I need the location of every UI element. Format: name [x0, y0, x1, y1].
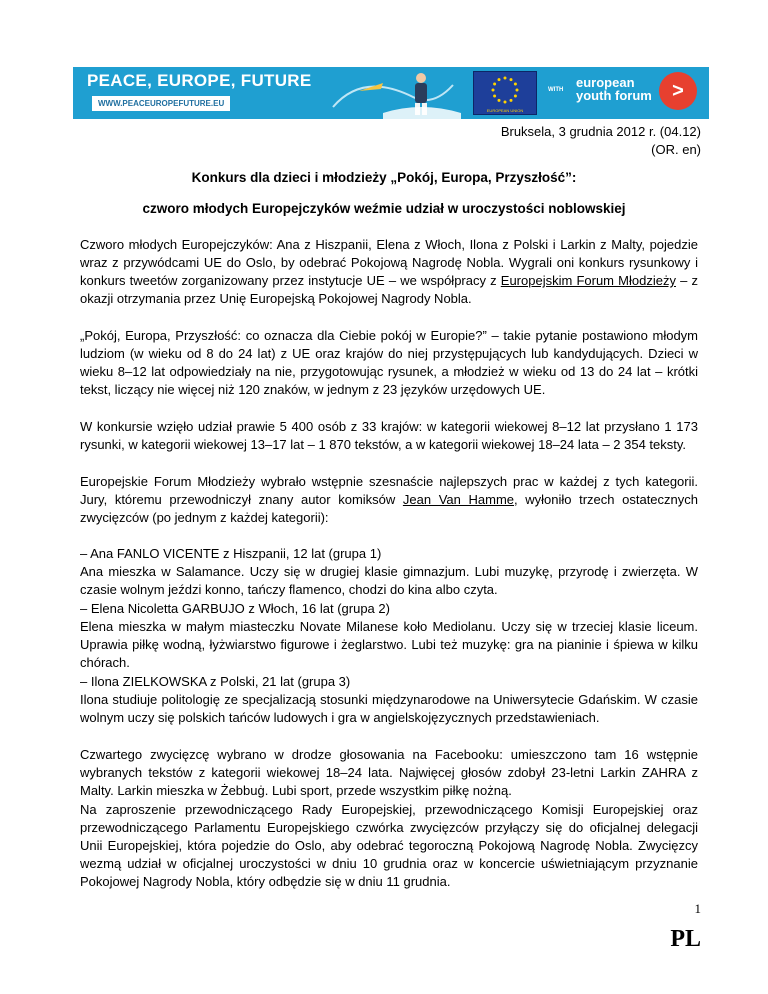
eu-stars-icon — [474, 72, 536, 106]
document-title: Konkurs dla dzieci i młodzieży „Pokój, Europa, Przyszłość”: — [191, 170, 577, 185]
paragraph-invitation: Na zaproszenie przewodniczącego Rady Europejskiej, przewodniczącego Komisji Europejskiej oraz przewodniczącego Parlamentu Europejskiego czwórka zwycięzców przyłączy się do oficjalnej delegacji Unii Europejskiej, która pojedzie do Oslo, aby odebrać tegoroczną Pokojową Nagrodę Nobla. Zwycięzcy wezmą udział w oficjalnej uroczystości w dniu 10 grudnia oraz w koncercie uświetniającym przyznanie Pokojowej Nagrody Nobla, który odbędzie się w dniu 11 grudnia. — [80, 802, 698, 889]
original-language-line: (OR. en) — [651, 142, 701, 157]
banner-title: PEACE, EUROPE, FUTURE — [87, 71, 312, 90]
eu-flag-logo — [473, 71, 537, 115]
page-number: 1 — [694, 901, 701, 916]
youth-forum-logo-icon: > — [659, 72, 697, 110]
winner-ana — [80, 545, 698, 599]
youth-illustration — [323, 67, 463, 119]
eu-flag-label: EUROPEAN UNION — [486, 108, 524, 113]
winner-ilona-heading: – Ilona ZIELKOWSKA z Polski, 21 lat (grupa 3) — [80, 674, 351, 689]
paragraph-participation: W konkursie wzięło udział prawie 5 400 osób z 33 krajów: w kategorii wiekowej 8–12 lat przysłano 1 173 rysunki, w kategorii wiekowej 13–17 lat – 1 870 tekstów, a w kategorii wiekowej 18–24 lata – 2 354 teksty. — [80, 419, 698, 452]
paragraph-selection: Europejskie Forum Młodzieży wybrało wstępnie szesnaście najlepszych prac w każdej z tych kategorii. Jury, któremu przewodniczył znany autor komiksów Jean Van Hamme, wyłoniło trzech ostatecznych zwycięzców (po jednym z każdej kategorii): — [80, 474, 698, 525]
dateline — [501, 123, 701, 159]
document-subtitle: czworo młodych Europejczyków weźmie udział w uroczystości noblowskiej — [142, 201, 626, 216]
winner-ana-heading: – Ana FANLO VICENTE z Hiszpanii, 12 lat (grupa 1) — [80, 546, 382, 561]
language-code: PL — [670, 926, 701, 952]
winner-elena-description: Elena mieszka w małym miasteczku Novate Milanese koło Mediolanu. Uczy się w trzeciej klasie liceum. Uprawia piłkę wodną, łyżwiarstwo figurowe i żeglarstwo. Lubi też muzykę: gra na pianinie i śpiewa w kilku chórach. — [80, 619, 698, 670]
link-jean-van-hamme[interactable]: Jean Van Hamme — [402, 492, 515, 507]
winner-ilona-description: Ilona studiuje politologię ze specjalizacją stosunki międzynarodowe na Uniwersytecie Gdańskim. W czasie wolnym uczy się polskich tańców ludowych i gra w angielskojęzycznych przedstawieniach. — [80, 692, 698, 725]
link-european-youth-forum[interactable]: Europejskim Forum Młodzieży — [500, 273, 676, 288]
paragraph-facebook-vote: Czwartego zwycięzcę wybrano w drodze głosowania na Facebooku: umieszczono tam 16 wstępnie wybranych tekstów z kategorii wiekowej 18–24 lata. Najwięcej głosów zdobył 23-letni Larkin ZAHRA z Malty. Larkin mieszka w Żebbuġ. Lubi sport, przede wszystkim piłkę nożną. — [80, 747, 698, 798]
youth-forum-line1: european — [576, 75, 635, 90]
winner-elena — [80, 600, 698, 672]
header-banner — [73, 67, 709, 119]
paragraph-question: „Pokój, Europa, Przyszłość: co oznacza dla Ciebie pokój w Europie?” – takie pytanie postawiono młodym ludziom (w wieku od 8 do 24 lat) z UE oraz krajów do niej przystępujących lub kandydujących. Dzieci w wieku 8–12 lat odpowiedziały na nie, przygotowując rysunek, a młodzież w wieku od 13 do 24 lat – krótki tekst, liczący nie więcej niż 120 znaków, w jednym z 23 języków urzędowych UE. — [80, 328, 698, 397]
with-label: WITH — [548, 87, 564, 93]
winner-ilona — [80, 673, 698, 727]
winner-ana-description: Ana mieszka w Salamance. Uczy się w drugiej klasie gimnazjum. Lubi muzykę, przyrodę i zwierzęta. W czasie wolnym jeździ konno, tańczy flamenco, chodzi do kina albo czyta. — [80, 564, 698, 597]
banner-url[interactable]: WWW.PEACEUROPEFUTURE.EU — [92, 96, 230, 111]
paragraph-intro: Czworo młodych Europejczyków: Ana z Hiszpanii, Elena z Włoch, Ilona z Polski i Larkin z Malty, pojedzie wraz z przywódcami UE do Oslo, by odebrać Pokojową Nagrodę Nobla. Wygrali oni konkurs rysunkowy i konkurs tweetów zorganizowany przez instytucje UE – we współpracy z Europejskim Forum Młodzieży – z okazji otrzymania przez Unię Europejską Pokojowej Nagrody Nobla. — [80, 237, 698, 306]
youth-forum-line2: youth forum — [576, 88, 652, 103]
date-line: Bruksela, 3 grudnia 2012 r. (04.12) — [500, 124, 701, 139]
youth-forum-wordmark — [576, 76, 652, 102]
winner-elena-heading: – Elena Nicoletta GARBUJO z Włoch, 16 lat (grupa 2) — [80, 601, 390, 616]
